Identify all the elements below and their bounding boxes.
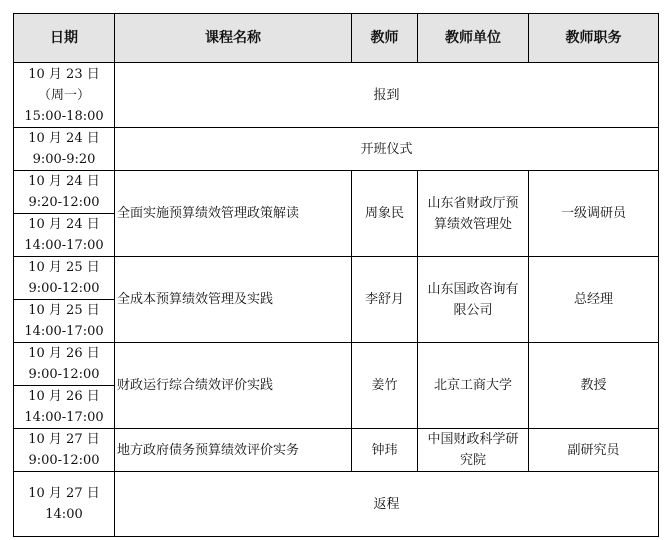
date-cell: 10 月 24 日 9:00-9:20 — [14, 128, 115, 171]
course-cell: 地方政府债务预算绩效评价实务 — [115, 429, 352, 472]
date-cell: 10 月 26 日 9:00-12:00 — [14, 343, 115, 386]
table-row — [14, 128, 659, 171]
date-cell: 10 月 24 日 9:20-12:00 — [14, 171, 115, 214]
date-cell: 10 月 25 日 14:00-17:00 — [14, 300, 115, 343]
table-row — [14, 257, 659, 300]
table-row — [14, 171, 659, 214]
date-cell: 10 月 27 日 14:00 — [14, 472, 115, 537]
unit-cell: 北京工商大学 — [418, 343, 529, 429]
date-cell: 10 月 23 日 （周一） 15:00-18:00 — [14, 63, 115, 128]
course-cell: 全面实施预算绩效管理政策解读 — [115, 171, 352, 257]
header-teacher: 教师 — [352, 14, 418, 63]
table-row — [14, 429, 659, 472]
teacher-cell: 钟玮 — [352, 429, 418, 472]
course-cell: 财政运行综合绩效评价实践 — [115, 343, 352, 429]
course-cell: 全成本预算绩效管理及实践 — [115, 257, 352, 343]
event-cell: 开班仪式 — [115, 128, 659, 171]
event-cell: 报到 — [115, 63, 659, 128]
table-row — [14, 472, 659, 537]
event-cell: 返程 — [115, 472, 659, 537]
title-cell: 总经理 — [529, 257, 659, 343]
teacher-cell: 姜竹 — [352, 343, 418, 429]
date-cell: 10 月 27 日 9:00-12:00 — [14, 429, 115, 472]
title-cell: 教授 — [529, 343, 659, 429]
teacher-cell: 李舒月 — [352, 257, 418, 343]
teacher-cell: 周象民 — [352, 171, 418, 257]
date-cell: 10 月 25 日 9:00-12:00 — [14, 257, 115, 300]
schedule-table — [13, 13, 659, 537]
title-cell: 副研究员 — [529, 429, 659, 472]
header-title: 教师职务 — [529, 14, 659, 63]
unit-cell: 山东省财政厅预 算绩效管理处 — [418, 171, 529, 257]
header-unit: 教师单位 — [418, 14, 529, 63]
date-cell: 10 月 26 日 14:00-17:00 — [14, 386, 115, 429]
header-date: 日期 — [14, 14, 115, 63]
unit-cell: 山东国政咨询有 限公司 — [418, 257, 529, 343]
table-row — [14, 63, 659, 128]
title-cell: 一级调研员 — [529, 171, 659, 257]
date-cell: 10 月 24 日 14:00-17:00 — [14, 214, 115, 257]
header-row — [14, 14, 659, 63]
header-course: 课程名称 — [115, 14, 352, 63]
unit-cell: 中国财政科学研 究院 — [418, 429, 529, 472]
table-row — [14, 343, 659, 386]
